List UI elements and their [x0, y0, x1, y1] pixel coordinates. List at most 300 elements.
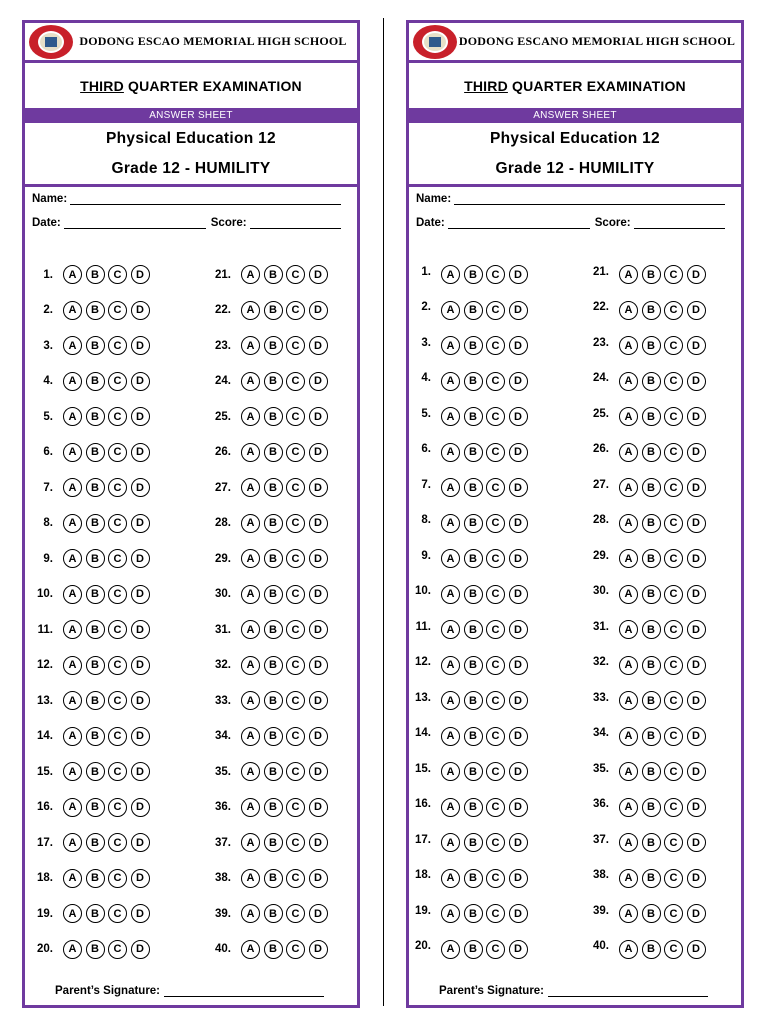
answer-bubble-b[interactable]: B [464, 336, 483, 355]
answer-bubble-d[interactable]: D [309, 478, 328, 497]
answer-bubble-b[interactable]: B [264, 585, 283, 604]
answer-bubble-d[interactable]: D [309, 691, 328, 710]
answer-bubble-b[interactable]: B [86, 301, 105, 320]
answer-bubble-c[interactable]: C [108, 265, 127, 284]
answer-bubble-d[interactable]: D [131, 656, 150, 675]
answer-bubble-c[interactable]: C [486, 585, 505, 604]
answer-bubble-b[interactable]: B [86, 691, 105, 710]
answer-bubble-b[interactable]: B [264, 478, 283, 497]
answer-bubble-c[interactable]: C [664, 656, 683, 675]
answer-bubble-b[interactable]: B [264, 620, 283, 639]
answer-bubble-b[interactable]: B [464, 869, 483, 888]
answer-bubble-c[interactable]: C [286, 443, 305, 462]
answer-bubble-a[interactable]: A [241, 833, 260, 852]
answer-bubble-d[interactable]: D [131, 336, 150, 355]
answer-bubble-a[interactable]: A [619, 407, 638, 426]
answer-bubble-c[interactable]: C [486, 940, 505, 959]
answer-bubble-c[interactable]: C [664, 762, 683, 781]
answer-bubble-c[interactable]: C [286, 514, 305, 533]
answer-bubble-a[interactable]: A [241, 372, 260, 391]
answer-bubble-a[interactable]: A [441, 443, 460, 462]
answer-bubble-c[interactable]: C [486, 656, 505, 675]
answer-bubble-d[interactable]: D [131, 372, 150, 391]
answer-bubble-d[interactable]: D [509, 514, 528, 533]
answer-bubble-b[interactable]: B [86, 265, 105, 284]
answer-bubble-b[interactable]: B [642, 833, 661, 852]
answer-bubble-b[interactable]: B [86, 940, 105, 959]
answer-bubble-b[interactable]: B [264, 727, 283, 746]
answer-bubble-d[interactable]: D [131, 762, 150, 781]
answer-bubble-a[interactable]: A [63, 904, 82, 923]
answer-bubble-b[interactable]: B [464, 656, 483, 675]
answer-bubble-d[interactable]: D [509, 656, 528, 675]
answer-bubble-a[interactable]: A [619, 940, 638, 959]
answer-bubble-a[interactable]: A [619, 585, 638, 604]
date-field[interactable] [64, 217, 206, 229]
answer-bubble-b[interactable]: B [86, 514, 105, 533]
answer-bubble-b[interactable]: B [264, 336, 283, 355]
answer-bubble-c[interactable]: C [664, 691, 683, 710]
answer-bubble-d[interactable]: D [687, 514, 706, 533]
answer-bubble-d[interactable]: D [687, 549, 706, 568]
answer-bubble-d[interactable]: D [309, 407, 328, 426]
answer-bubble-a[interactable]: A [619, 691, 638, 710]
answer-bubble-c[interactable]: C [486, 833, 505, 852]
answer-bubble-d[interactable]: D [309, 620, 328, 639]
answer-bubble-d[interactable]: D [309, 798, 328, 817]
answer-bubble-c[interactable]: C [486, 869, 505, 888]
answer-bubble-b[interactable]: B [642, 372, 661, 391]
answer-bubble-c[interactable]: C [486, 372, 505, 391]
answer-bubble-c[interactable]: C [486, 620, 505, 639]
answer-bubble-d[interactable]: D [309, 265, 328, 284]
answer-bubble-a[interactable]: A [619, 265, 638, 284]
answer-bubble-c[interactable]: C [286, 869, 305, 888]
answer-bubble-a[interactable]: A [241, 301, 260, 320]
answer-bubble-d[interactable]: D [509, 372, 528, 391]
answer-bubble-d[interactable]: D [509, 798, 528, 817]
answer-bubble-a[interactable]: A [441, 549, 460, 568]
date-field[interactable] [448, 217, 590, 229]
answer-bubble-d[interactable]: D [687, 904, 706, 923]
signature-field[interactable] [548, 985, 708, 997]
answer-bubble-c[interactable]: C [286, 904, 305, 923]
answer-bubble-d[interactable]: D [509, 478, 528, 497]
answer-bubble-a[interactable]: A [63, 691, 82, 710]
answer-bubble-c[interactable]: C [286, 372, 305, 391]
answer-bubble-b[interactable]: B [642, 620, 661, 639]
answer-bubble-a[interactable]: A [441, 833, 460, 852]
answer-bubble-b[interactable]: B [642, 904, 661, 923]
answer-bubble-d[interactable]: D [131, 585, 150, 604]
answer-bubble-d[interactable]: D [309, 656, 328, 675]
answer-bubble-a[interactable]: A [619, 904, 638, 923]
answer-bubble-b[interactable]: B [642, 869, 661, 888]
answer-bubble-b[interactable]: B [264, 833, 283, 852]
answer-bubble-d[interactable]: D [687, 585, 706, 604]
answer-bubble-c[interactable]: C [486, 336, 505, 355]
answer-bubble-b[interactable]: B [86, 585, 105, 604]
answer-bubble-c[interactable]: C [486, 443, 505, 462]
answer-bubble-c[interactable]: C [108, 336, 127, 355]
answer-bubble-a[interactable]: A [619, 372, 638, 391]
answer-bubble-d[interactable]: D [687, 940, 706, 959]
answer-bubble-b[interactable]: B [264, 265, 283, 284]
answer-bubble-c[interactable]: C [486, 407, 505, 426]
answer-bubble-c[interactable]: C [108, 620, 127, 639]
answer-bubble-a[interactable]: A [241, 407, 260, 426]
answer-bubble-b[interactable]: B [464, 727, 483, 746]
answer-bubble-a[interactable]: A [63, 336, 82, 355]
answer-bubble-a[interactable]: A [619, 336, 638, 355]
answer-bubble-b[interactable]: B [642, 478, 661, 497]
answer-bubble-d[interactable]: D [687, 691, 706, 710]
answer-bubble-a[interactable]: A [241, 691, 260, 710]
answer-bubble-b[interactable]: B [264, 407, 283, 426]
answer-bubble-c[interactable]: C [108, 407, 127, 426]
answer-bubble-a[interactable]: A [441, 656, 460, 675]
answer-bubble-d[interactable]: D [309, 301, 328, 320]
answer-bubble-a[interactable]: A [441, 798, 460, 817]
answer-bubble-b[interactable]: B [642, 549, 661, 568]
answer-bubble-a[interactable]: A [63, 514, 82, 533]
answer-bubble-a[interactable]: A [241, 443, 260, 462]
answer-bubble-d[interactable]: D [131, 407, 150, 426]
answer-bubble-d[interactable]: D [309, 336, 328, 355]
answer-bubble-a[interactable]: A [441, 620, 460, 639]
answer-bubble-a[interactable]: A [619, 478, 638, 497]
answer-bubble-b[interactable]: B [464, 478, 483, 497]
answer-bubble-d[interactable]: D [131, 301, 150, 320]
answer-bubble-b[interactable]: B [464, 265, 483, 284]
answer-bubble-d[interactable]: D [509, 585, 528, 604]
answer-bubble-d[interactable]: D [687, 833, 706, 852]
answer-bubble-c[interactable]: C [286, 762, 305, 781]
answer-bubble-c[interactable]: C [108, 833, 127, 852]
answer-bubble-c[interactable]: C [664, 336, 683, 355]
answer-bubble-b[interactable]: B [642, 691, 661, 710]
answer-bubble-b[interactable]: B [464, 620, 483, 639]
answer-bubble-b[interactable]: B [642, 336, 661, 355]
answer-bubble-a[interactable]: A [241, 727, 260, 746]
answer-bubble-c[interactable]: C [108, 798, 127, 817]
name-field[interactable] [70, 193, 341, 205]
answer-bubble-a[interactable]: A [241, 549, 260, 568]
answer-bubble-b[interactable]: B [464, 585, 483, 604]
answer-bubble-a[interactable]: A [63, 869, 82, 888]
answer-bubble-d[interactable]: D [509, 620, 528, 639]
answer-bubble-b[interactable]: B [642, 798, 661, 817]
answer-bubble-d[interactable]: D [687, 727, 706, 746]
answer-bubble-a[interactable]: A [63, 549, 82, 568]
answer-bubble-a[interactable]: A [241, 762, 260, 781]
answer-bubble-c[interactable]: C [664, 301, 683, 320]
answer-bubble-a[interactable]: A [63, 798, 82, 817]
answer-bubble-b[interactable]: B [264, 869, 283, 888]
answer-bubble-c[interactable]: C [486, 904, 505, 923]
answer-bubble-c[interactable]: C [664, 620, 683, 639]
answer-bubble-c[interactable]: C [664, 940, 683, 959]
answer-bubble-b[interactable]: B [264, 691, 283, 710]
answer-bubble-a[interactable]: A [441, 904, 460, 923]
answer-bubble-b[interactable]: B [642, 407, 661, 426]
answer-bubble-c[interactable]: C [664, 407, 683, 426]
answer-bubble-a[interactable]: A [619, 762, 638, 781]
answer-bubble-b[interactable]: B [264, 372, 283, 391]
answer-bubble-d[interactable]: D [509, 762, 528, 781]
answer-bubble-b[interactable]: B [86, 798, 105, 817]
answer-bubble-c[interactable]: C [486, 762, 505, 781]
answer-bubble-c[interactable]: C [486, 301, 505, 320]
answer-bubble-b[interactable]: B [464, 443, 483, 462]
answer-bubble-c[interactable]: C [664, 869, 683, 888]
answer-bubble-a[interactable]: A [63, 833, 82, 852]
answer-bubble-a[interactable]: A [63, 727, 82, 746]
answer-bubble-d[interactable]: D [509, 940, 528, 959]
answer-bubble-a[interactable]: A [63, 372, 82, 391]
answer-bubble-c[interactable]: C [108, 478, 127, 497]
answer-bubble-c[interactable]: C [486, 691, 505, 710]
answer-bubble-a[interactable]: A [441, 691, 460, 710]
answer-bubble-d[interactable]: D [131, 833, 150, 852]
answer-bubble-a[interactable]: A [441, 585, 460, 604]
answer-bubble-c[interactable]: C [664, 904, 683, 923]
answer-bubble-d[interactable]: D [509, 904, 528, 923]
answer-bubble-c[interactable]: C [108, 301, 127, 320]
answer-bubble-b[interactable]: B [264, 798, 283, 817]
answer-bubble-b[interactable]: B [464, 407, 483, 426]
answer-bubble-c[interactable]: C [486, 549, 505, 568]
answer-bubble-c[interactable]: C [108, 514, 127, 533]
answer-bubble-c[interactable]: C [286, 691, 305, 710]
answer-bubble-a[interactable]: A [63, 443, 82, 462]
answer-bubble-a[interactable]: A [241, 514, 260, 533]
answer-bubble-b[interactable]: B [86, 407, 105, 426]
answer-bubble-b[interactable]: B [86, 549, 105, 568]
name-field[interactable] [454, 193, 725, 205]
answer-bubble-a[interactable]: A [63, 620, 82, 639]
answer-bubble-b[interactable]: B [642, 514, 661, 533]
answer-bubble-b[interactable]: B [86, 372, 105, 391]
answer-bubble-a[interactable]: A [441, 940, 460, 959]
answer-bubble-c[interactable]: C [108, 585, 127, 604]
answer-bubble-c[interactable]: C [108, 691, 127, 710]
answer-bubble-c[interactable]: C [286, 549, 305, 568]
answer-bubble-d[interactable]: D [509, 336, 528, 355]
answer-bubble-d[interactable]: D [309, 585, 328, 604]
answer-bubble-b[interactable]: B [86, 833, 105, 852]
answer-bubble-d[interactable]: D [509, 869, 528, 888]
answer-bubble-b[interactable]: B [642, 301, 661, 320]
answer-bubble-c[interactable]: C [108, 443, 127, 462]
answer-bubble-a[interactable]: A [619, 514, 638, 533]
answer-bubble-c[interactable]: C [486, 478, 505, 497]
answer-bubble-b[interactable]: B [86, 478, 105, 497]
answer-bubble-b[interactable]: B [86, 727, 105, 746]
answer-bubble-c[interactable]: C [486, 265, 505, 284]
answer-bubble-b[interactable]: B [464, 940, 483, 959]
answer-bubble-b[interactable]: B [464, 833, 483, 852]
answer-bubble-a[interactable]: A [241, 265, 260, 284]
answer-bubble-b[interactable]: B [642, 762, 661, 781]
answer-bubble-b[interactable]: B [264, 940, 283, 959]
answer-bubble-b[interactable]: B [464, 301, 483, 320]
answer-bubble-a[interactable]: A [241, 869, 260, 888]
score-field[interactable] [250, 217, 341, 229]
answer-bubble-c[interactable]: C [486, 514, 505, 533]
answer-bubble-c[interactable]: C [664, 265, 683, 284]
answer-bubble-b[interactable]: B [264, 656, 283, 675]
answer-bubble-c[interactable]: C [286, 585, 305, 604]
score-field[interactable] [634, 217, 725, 229]
answer-bubble-c[interactable]: C [286, 478, 305, 497]
answer-bubble-c[interactable]: C [108, 904, 127, 923]
answer-bubble-a[interactable]: A [241, 585, 260, 604]
answer-bubble-a[interactable]: A [63, 265, 82, 284]
answer-bubble-d[interactable]: D [687, 265, 706, 284]
answer-bubble-d[interactable]: D [131, 691, 150, 710]
answer-bubble-d[interactable]: D [309, 869, 328, 888]
answer-bubble-a[interactable]: A [63, 656, 82, 675]
answer-bubble-d[interactable]: D [509, 549, 528, 568]
answer-bubble-d[interactable]: D [309, 372, 328, 391]
answer-bubble-c[interactable]: C [108, 869, 127, 888]
answer-bubble-c[interactable]: C [286, 301, 305, 320]
answer-bubble-b[interactable]: B [464, 372, 483, 391]
answer-bubble-b[interactable]: B [86, 869, 105, 888]
answer-bubble-d[interactable]: D [131, 478, 150, 497]
answer-bubble-b[interactable]: B [264, 443, 283, 462]
answer-bubble-b[interactable]: B [264, 514, 283, 533]
answer-bubble-d[interactable]: D [309, 443, 328, 462]
answer-bubble-d[interactable]: D [509, 265, 528, 284]
answer-bubble-d[interactable]: D [131, 549, 150, 568]
answer-bubble-d[interactable]: D [687, 620, 706, 639]
answer-bubble-a[interactable]: A [441, 407, 460, 426]
answer-bubble-a[interactable]: A [619, 798, 638, 817]
answer-bubble-a[interactable]: A [241, 656, 260, 675]
answer-bubble-a[interactable]: A [63, 407, 82, 426]
answer-bubble-a[interactable]: A [441, 762, 460, 781]
answer-bubble-b[interactable]: B [464, 691, 483, 710]
answer-bubble-a[interactable]: A [441, 265, 460, 284]
answer-bubble-d[interactable]: D [131, 869, 150, 888]
answer-bubble-d[interactable]: D [687, 656, 706, 675]
answer-bubble-c[interactable]: C [664, 727, 683, 746]
answer-bubble-a[interactable]: A [241, 336, 260, 355]
answer-bubble-a[interactable]: A [441, 478, 460, 497]
answer-bubble-c[interactable]: C [286, 336, 305, 355]
answer-bubble-d[interactable]: D [509, 727, 528, 746]
answer-bubble-d[interactable]: D [131, 514, 150, 533]
answer-bubble-c[interactable]: C [286, 265, 305, 284]
answer-bubble-d[interactable]: D [309, 549, 328, 568]
answer-bubble-c[interactable]: C [108, 549, 127, 568]
answer-bubble-b[interactable]: B [642, 727, 661, 746]
answer-bubble-b[interactable]: B [464, 798, 483, 817]
answer-bubble-b[interactable]: B [86, 336, 105, 355]
answer-bubble-d[interactable]: D [687, 478, 706, 497]
answer-bubble-b[interactable]: B [642, 585, 661, 604]
answer-bubble-c[interactable]: C [664, 549, 683, 568]
answer-bubble-a[interactable]: A [241, 798, 260, 817]
answer-bubble-b[interactable]: B [642, 443, 661, 462]
answer-bubble-a[interactable]: A [619, 443, 638, 462]
answer-bubble-a[interactable]: A [63, 762, 82, 781]
answer-bubble-a[interactable]: A [441, 372, 460, 391]
answer-bubble-c[interactable]: C [486, 798, 505, 817]
answer-bubble-a[interactable]: A [241, 904, 260, 923]
answer-bubble-b[interactable]: B [642, 940, 661, 959]
answer-bubble-c[interactable]: C [664, 478, 683, 497]
answer-bubble-a[interactable]: A [441, 869, 460, 888]
answer-bubble-d[interactable]: D [309, 727, 328, 746]
answer-bubble-a[interactable]: A [63, 478, 82, 497]
answer-bubble-a[interactable]: A [619, 727, 638, 746]
answer-bubble-c[interactable]: C [286, 940, 305, 959]
answer-bubble-b[interactable]: B [642, 656, 661, 675]
answer-bubble-d[interactable]: D [687, 301, 706, 320]
answer-bubble-a[interactable]: A [241, 478, 260, 497]
answer-bubble-d[interactable]: D [309, 904, 328, 923]
answer-bubble-a[interactable]: A [63, 301, 82, 320]
answer-bubble-b[interactable]: B [464, 762, 483, 781]
answer-bubble-b[interactable]: B [464, 549, 483, 568]
answer-bubble-d[interactable]: D [687, 336, 706, 355]
answer-bubble-c[interactable]: C [108, 762, 127, 781]
answer-bubble-d[interactable]: D [509, 691, 528, 710]
answer-bubble-b[interactable]: B [264, 549, 283, 568]
answer-bubble-c[interactable]: C [664, 798, 683, 817]
answer-bubble-c[interactable]: C [286, 620, 305, 639]
answer-bubble-d[interactable]: D [131, 727, 150, 746]
answer-bubble-a[interactable]: A [441, 336, 460, 355]
answer-bubble-c[interactable]: C [108, 727, 127, 746]
answer-bubble-a[interactable]: A [619, 656, 638, 675]
answer-bubble-d[interactable]: D [131, 904, 150, 923]
answer-bubble-d[interactable]: D [509, 833, 528, 852]
answer-bubble-d[interactable]: D [309, 940, 328, 959]
answer-bubble-c[interactable]: C [108, 372, 127, 391]
answer-bubble-c[interactable]: C [664, 585, 683, 604]
answer-bubble-a[interactable]: A [619, 620, 638, 639]
answer-bubble-a[interactable]: A [619, 301, 638, 320]
answer-bubble-a[interactable]: A [441, 727, 460, 746]
answer-bubble-b[interactable]: B [264, 762, 283, 781]
answer-bubble-d[interactable]: D [509, 407, 528, 426]
answer-bubble-d[interactable]: D [131, 620, 150, 639]
answer-bubble-a[interactable]: A [619, 869, 638, 888]
answer-bubble-d[interactable]: D [509, 301, 528, 320]
answer-bubble-c[interactable]: C [286, 833, 305, 852]
answer-bubble-c[interactable]: C [286, 798, 305, 817]
answer-bubble-d[interactable]: D [687, 762, 706, 781]
answer-bubble-c[interactable]: C [108, 656, 127, 675]
answer-bubble-d[interactable]: D [131, 265, 150, 284]
answer-bubble-a[interactable]: A [619, 833, 638, 852]
answer-bubble-d[interactable]: D [509, 443, 528, 462]
answer-bubble-d[interactable]: D [687, 798, 706, 817]
answer-bubble-d[interactable]: D [131, 443, 150, 462]
answer-bubble-b[interactable]: B [86, 904, 105, 923]
answer-bubble-b[interactable]: B [86, 762, 105, 781]
answer-bubble-b[interactable]: B [264, 904, 283, 923]
answer-bubble-c[interactable]: C [286, 727, 305, 746]
answer-bubble-a[interactable]: A [63, 940, 82, 959]
answer-bubble-b[interactable]: B [642, 265, 661, 284]
answer-bubble-a[interactable]: A [241, 620, 260, 639]
answer-bubble-b[interactable]: B [264, 301, 283, 320]
